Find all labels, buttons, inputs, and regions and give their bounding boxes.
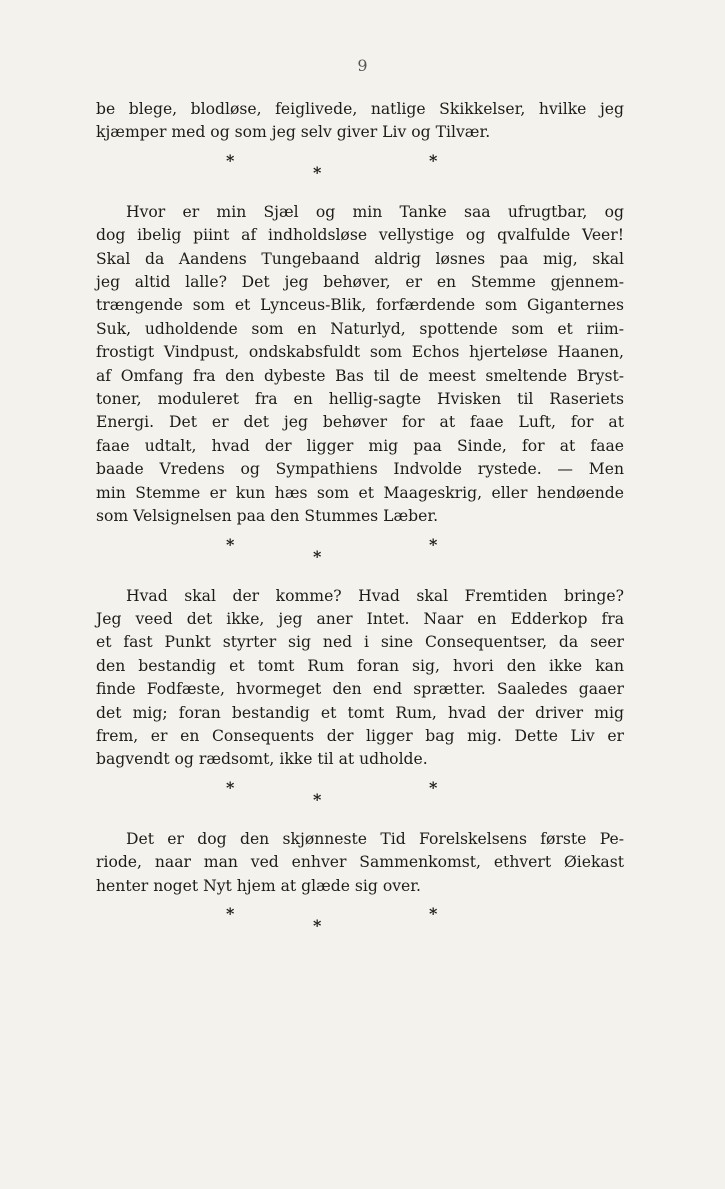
asterisk-glyph: * [429, 903, 438, 923]
asterisk-glyph: * [226, 903, 235, 923]
text-line: frem, er en Consequents der ligger bag mig. Dette Liv er [96, 726, 624, 745]
paragraph-4 [96, 828, 624, 898]
section-separator [96, 529, 624, 585]
text-line: frostigt Vindpust, ondskabsfuldt som Echos hjerteløse Haanen, [96, 343, 624, 362]
paragraph-3 [96, 585, 624, 772]
paragraph-2 [96, 201, 624, 529]
text-line: den bestandig et tomt Rum foran sig, hvori den ikke kan [96, 656, 624, 675]
text-line: Jeg veed det ikke, jeg aner Intet. Naar en Edderkop fra [96, 609, 624, 628]
page-number: 9 [357, 56, 368, 75]
asterisk-glyph: * [313, 915, 322, 935]
section-separator [96, 772, 624, 828]
text-line: min Stemme er kun hæs som et Maageskrig, eller hendøende [96, 483, 624, 502]
text-line: finde Fodfæste, hvormeget den end sprætter. Saaledes gaaer [96, 680, 624, 699]
asterisk-glyph: * [429, 150, 438, 170]
text-line: det mig; foran bestandig et tomt Rum, hvad der driver mig [96, 703, 624, 722]
text-line: Energi. Det er det jeg behøver for at faae Luft, for at [96, 413, 624, 432]
section-separator [96, 898, 624, 954]
text-line: Hvad skal der komme? Hvad skal Fremtiden bringe? [126, 586, 624, 605]
paragraph-1 [96, 98, 624, 145]
text-line: dog ibelig piint af indholdsløse vellystige og qvalfulde Veer! [96, 226, 624, 245]
asterisk-glyph: * [226, 534, 235, 554]
text-line: bagvendt og rædsomt, ikke til at udholde. [96, 750, 428, 769]
asterisk-glyph: * [313, 789, 322, 809]
text-line: Hvor er min Sjæl og min Tanke saa ufrugtbar, og [126, 202, 624, 221]
text-line: som Velsignelsen paa den Stummes Læber. [96, 507, 439, 526]
text-line: baade Vredens og Sympathiens Indvolde rystede. — Men [96, 460, 624, 479]
text-line: Det er dog den skjønneste Tid Forelskelsens første Pe- [126, 829, 624, 848]
asterisk-glyph: * [313, 546, 322, 566]
text-line: Skal da Aandens Tungebaand aldrig løsnes paa mig, skal [96, 249, 624, 268]
text-line: jeg altid lalle? Det jeg behøver, er en Stemme gjennem- [96, 273, 624, 292]
asterisk-glyph: * [429, 534, 438, 554]
asterisk-glyph: * [429, 777, 438, 797]
text-line: et fast Punkt styrter sig ned i sine Consequentser, da seer [96, 633, 624, 652]
asterisk-glyph: * [226, 777, 235, 797]
text-line: af Omfang fra den dybeste Bas til de meest smeltende Bryst- [96, 366, 624, 385]
text-line: faae udtalt, hvad der ligger mig paa Sinde, for at faae [96, 436, 624, 455]
text-line: kjæmper med og som jeg selv giver Liv og Tilvær. [96, 123, 491, 142]
text-line: henter noget Nyt hjem at glæde sig over. [96, 876, 421, 895]
text-line: riode, naar man ved enhver Sammenkomst, ethvert Øiekast [96, 853, 624, 872]
page-text [96, 98, 624, 954]
text-line: trængende som et Lynceus-Blik, forfærdende som Giganternes [96, 296, 624, 315]
text-line: toner, moduleret fra en hellig-sagte Hvisken til Raseriets [96, 390, 624, 409]
asterisk-glyph: * [226, 150, 235, 170]
text-line: be blege, blodløse, feiglivede, natlige Skikkelser, hvilke jeg [96, 100, 624, 118]
asterisk-glyph: * [313, 162, 322, 182]
text-line: Suk, udholdende som en Naturlyd, spottende som et riim- [96, 319, 624, 338]
section-separator [96, 145, 624, 201]
